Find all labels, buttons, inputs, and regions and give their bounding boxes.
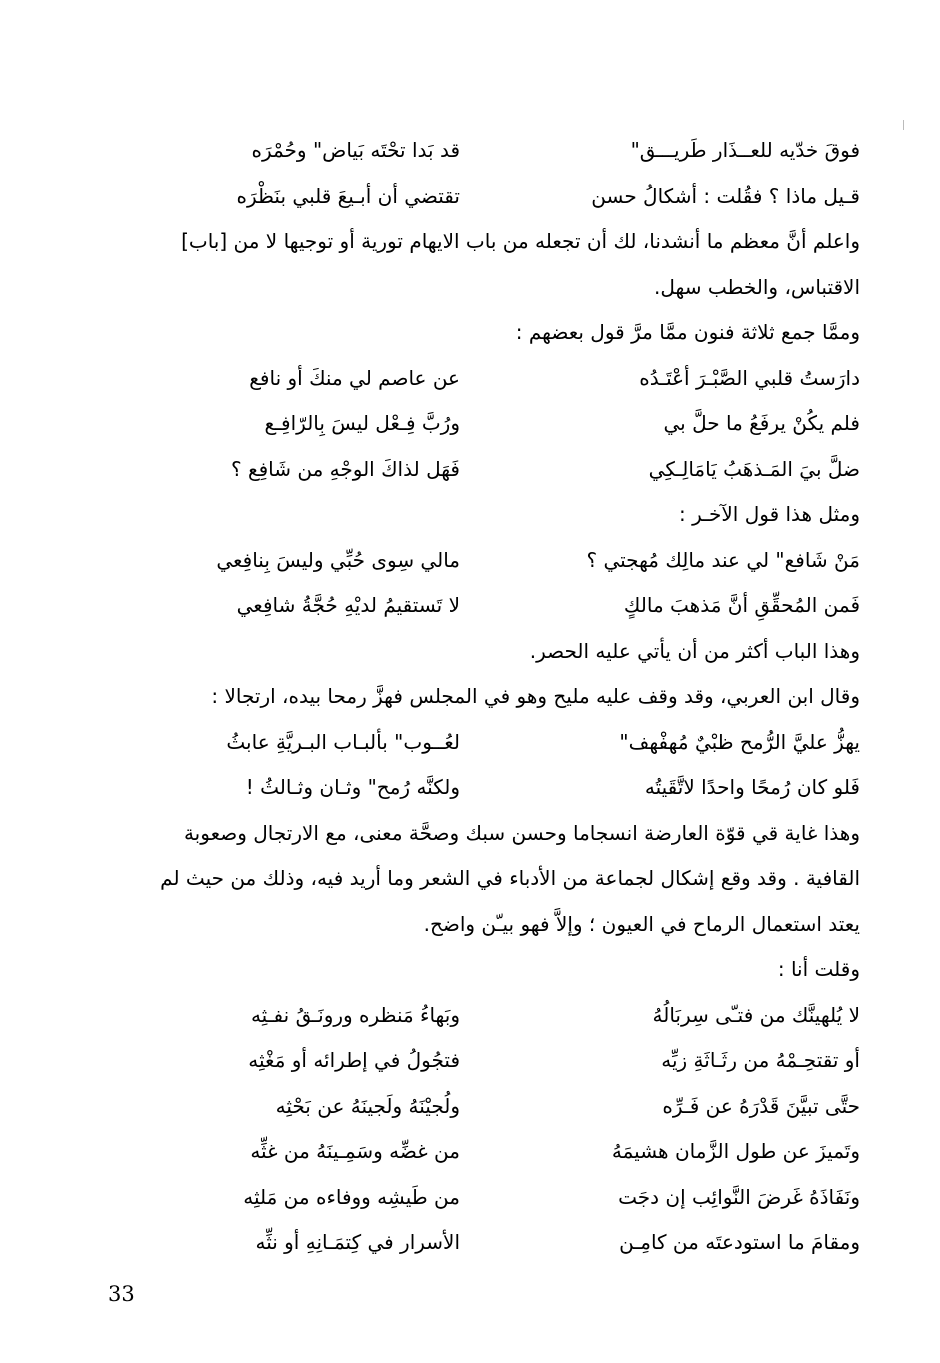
verse-first-hemistich: فَلو كان رُمحًا واحدًا لاتَّقَيتُه (644, 775, 860, 799)
verse-second-hemistich: عن عاصم لي منكَ أو نافع (249, 365, 460, 390)
verse-second-hemistich: الأسرار في كِتمَـانِهِ أو نثِّه (255, 1230, 460, 1254)
verse-first-hemistich: فلم يكُنْ يرفَعُ ما حلَّ بي (663, 411, 860, 435)
prose-line: الاقتباس، والخطب سهل. (653, 274, 860, 299)
verse-line (100, 401, 860, 447)
verse-first-hemistich: دارَستُ قلبي الصَّبْـرَ أعْتَـدُه (639, 365, 860, 390)
verse-line (100, 993, 860, 1039)
verse-line (100, 765, 860, 811)
prose-line: وهذا الباب أكثر من أن يأتي عليه الحصر. (529, 638, 860, 663)
verse-second-hemistich: قد بَدا تحْتَه بَياض" وحُمْرَه (251, 138, 460, 162)
verse-second-hemistich: من غضِّه وسَمِـينَهُ من غثِّه (250, 1139, 460, 1163)
verse-first-hemistich: وتَميزَ عن طول الزَّمان هشيمَهُ (611, 1139, 860, 1163)
prose-line: واعلم أنَّ معظم ما أنشدنا، لك أن تجعله من باب الايهام تورية أو توجيها لا من [باب] (181, 229, 860, 253)
prose-line: وقال ابن العربي، وقد وقف عليه مليح وهو في المجلس فهزَّ رمحا بيده، ارتجالا : (211, 684, 860, 708)
prose-line: القافية . وقد وقع إشكال لجماعة من الأدباء في الشعر وما أريد فيه، وذلك من حيث لم (160, 866, 860, 890)
verse-first-hemistich: أو تقتحِـمْهُ من رثَـاثَةِ زيِّه (661, 1048, 860, 1072)
verse-first-hemistich: فَمن المُحقِّقِ أنَّ مَذهبَ مالكٍ (623, 593, 860, 617)
verse-second-hemistich: لا تَستقيمُ لديْهِ حُجَّةُ شافِعي (236, 593, 460, 617)
verse-second-hemistich: لعُــوب" بألبـاب البـريَّةِ عابثُ (226, 729, 460, 754)
verse-second-hemistich: من طَيشِه ووفاءه من مَلثِه (243, 1184, 460, 1209)
verse-line (100, 1038, 860, 1084)
verse-line (100, 720, 860, 766)
prose-line: وهذا غاية قي قوّة العارضة انسجاما وحسن سبك وصحَّة معنى، مع الارتجال وصعوبة (183, 820, 860, 845)
margin-mark (903, 120, 904, 130)
verse-line (100, 1084, 860, 1130)
prose-line: وقلت أنا : (777, 957, 860, 981)
verse-line (100, 1220, 860, 1266)
verse-line (100, 1175, 860, 1221)
prose-line: ومثل هذا قول الآخـر : (679, 502, 860, 526)
verse-line (100, 447, 860, 493)
verse-second-hemistich: تقتضي أن أبـيعَ قلبي بنَظْرَه (236, 183, 460, 208)
verse-second-hemistich: ولكنَّه رُمح" وثـان وثـالثُ ! (245, 775, 460, 799)
verse-first-hemistich: ضلَّ بيَ المَـذهَبُ يَامَالِـكِي (648, 456, 860, 481)
verse-second-hemistich: فَهَل لذاكَ الوجْهِ من شَافِع ؟ (230, 456, 460, 481)
page-body (100, 128, 860, 1266)
verse-first-hemistich: يهزُّ عليَّ الرُّمح ظبْيٌ مُهفْهف" (619, 729, 860, 754)
verse-first-hemistich: فوقَ خدّيه للعــذَار طَريـــق" (630, 138, 860, 162)
verse-line (100, 174, 860, 220)
verse-line (100, 356, 860, 402)
verse-first-hemistich: مَنْ شَافع" لي عند مالِك مُهجتي ؟ (586, 547, 860, 572)
verse-line (100, 1129, 860, 1175)
verse-first-hemistich: ونَفَاذَهُ غَرضَ النَّوائِب إن دجَت (618, 1184, 860, 1209)
page-number: 33 (108, 1282, 135, 1306)
verse-second-hemistich: ورُبَّ فِـعْل ليسَ بِالرّافِـع (264, 411, 460, 435)
prose-line: يعتد استعمال الرماح في العيون ؛ وإلاَّ فهو بيـّن واضح. (423, 911, 860, 936)
verse-second-hemistich: فتجُولُ في إطرائه أو مَغْثِه (248, 1048, 460, 1072)
verse-line (100, 538, 860, 584)
verse-line (100, 128, 860, 174)
prose-line: وممَّا جمع ثلاثة فنون ممَّا مرَّ قول بعضهم : (515, 320, 860, 344)
verse-second-hemistich: ولُجيْنَهُ ولَجينَهُ عن بَحْثِه (275, 1093, 460, 1118)
verse-second-hemistich: مالي سِوى حُبِّي وليسَ بِنافِعي (216, 547, 460, 572)
verse-line (100, 583, 860, 629)
verse-first-hemistich: لا يُلهينَّك من فتـّى سِربَالُهُ (652, 1002, 860, 1027)
verse-first-hemistich: حتَّى تبيَّنَ قَدْرَهُ عن فَـرِّه (662, 1093, 860, 1118)
verse-first-hemistich: ومقامَ ما استودعتَه من كامِـن (619, 1230, 860, 1254)
verse-first-hemistich: قـيل ماذا ؟ فقُلت : أشكالُ حسن (591, 183, 860, 208)
verse-second-hemistich: وبَهاءُ مَنظره ورونَـقُ نفـثِه (250, 1002, 460, 1027)
